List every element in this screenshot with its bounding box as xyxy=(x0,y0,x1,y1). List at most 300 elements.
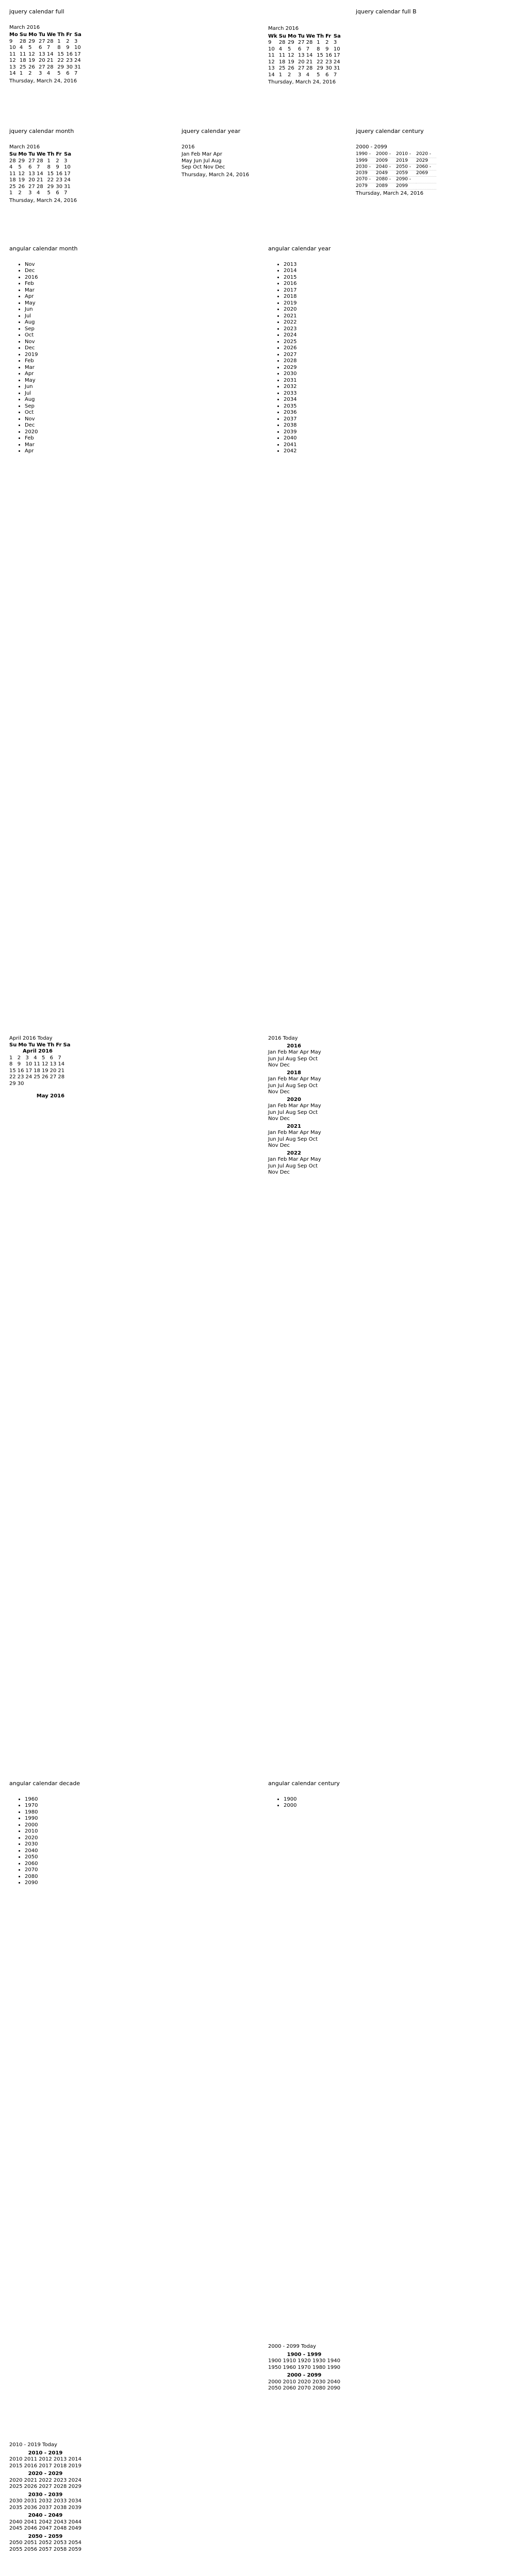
month-row[interactable]: Nov Dec xyxy=(268,1143,290,1148)
day-cell[interactable]: 17 xyxy=(25,1067,32,1074)
day-cell[interactable]: 9 xyxy=(325,46,329,52)
day-cell[interactable]: 11 xyxy=(268,53,275,58)
month-row[interactable]: Nov Dec xyxy=(268,1062,290,1068)
decade-cell[interactable]: 2070 - xyxy=(356,177,376,183)
day-cell[interactable]: 6 xyxy=(66,71,70,77)
day-cell[interactable]: 24 xyxy=(25,1074,32,1080)
day-cell[interactable]: 24 xyxy=(74,58,81,64)
decade-cell[interactable]: 2030 - xyxy=(356,164,376,170)
day-cell[interactable]: 3 xyxy=(64,158,68,164)
decade-list-item[interactable]: • 2000 xyxy=(25,1822,123,1829)
year-list-item[interactable]: • 2028 xyxy=(284,358,382,365)
decade-list-item[interactable]: • 2090 xyxy=(25,1880,123,1887)
year-list-title[interactable]: 2016 Today xyxy=(268,1036,298,1041)
day-cell[interactable]: 15 xyxy=(57,51,64,57)
year-list-item[interactable]: • 2035 xyxy=(284,403,382,410)
day-cell[interactable]: 19 xyxy=(288,59,294,65)
decade-list-item[interactable]: • 2030 xyxy=(25,1841,123,1848)
year-row[interactable]: 2025 2026 2027 2028 2029 xyxy=(9,2484,81,2489)
year-row[interactable]: 2045 2046 2047 2048 2049 xyxy=(9,2526,81,2531)
day-cell[interactable]: 2 xyxy=(17,1055,21,1061)
month-list-item[interactable]: • Aug xyxy=(25,397,123,403)
day-cell[interactable]: 3 xyxy=(298,72,302,78)
day-cell[interactable]: 4 xyxy=(19,45,23,51)
day-cell[interactable]: 22 xyxy=(47,177,54,183)
day-cell[interactable]: 25 xyxy=(278,65,286,71)
day-cell[interactable]: 5 xyxy=(288,46,291,52)
day-cell[interactable]: 22 xyxy=(57,58,64,64)
month-list-item[interactable]: • Apr xyxy=(25,371,123,378)
year-list-item[interactable]: • 2018 xyxy=(284,294,382,300)
day-cell[interactable]: 14 xyxy=(37,171,43,177)
day-cell[interactable]: 18 xyxy=(34,1067,40,1074)
month-list-item[interactable]: • Dec xyxy=(25,422,123,429)
calendar-year-value[interactable]: 2016 xyxy=(182,144,195,150)
day-cell[interactable]: 4 xyxy=(37,190,40,196)
month-list-item[interactable]: • Feb xyxy=(25,435,123,442)
month-list-item[interactable]: • Jul xyxy=(25,313,123,320)
month-row[interactable]: Jun Jul Aug Sep Oct xyxy=(268,1082,318,1089)
day-cell[interactable]: 22 xyxy=(317,59,323,65)
year-list-item[interactable]: • 2042 xyxy=(284,448,382,455)
day-cell[interactable]: 5 xyxy=(18,164,22,171)
day-cell[interactable]: 23 xyxy=(56,177,63,183)
day-cell[interactable]: 28 xyxy=(278,40,286,45)
decade-cell[interactable]: 2069 xyxy=(416,171,436,177)
day-cell[interactable]: 20 xyxy=(38,58,45,64)
decade-cell[interactable]: 2090 - xyxy=(396,177,416,183)
day-cell[interactable]: 27 xyxy=(298,65,305,71)
day-cell[interactable]: 16 xyxy=(56,171,63,177)
day-cell[interactable]: 2 xyxy=(18,190,22,196)
day-cell[interactable]: 29 xyxy=(9,1080,16,1087)
day-cell[interactable]: 10 xyxy=(25,1061,32,1067)
decade-list-item[interactable]: • 2050 xyxy=(25,1854,123,1861)
month-list-item[interactable]: • Aug xyxy=(25,319,123,326)
month-list-item[interactable]: • May xyxy=(25,378,123,384)
day-cell[interactable]: 20 xyxy=(28,177,35,183)
day-cell[interactable]: 3 xyxy=(25,1055,29,1061)
day-cell[interactable] xyxy=(34,1081,42,1088)
month-row[interactable]: Nov Dec xyxy=(268,1116,290,1122)
day-cell[interactable]: 22 xyxy=(9,1074,16,1080)
month-row[interactable]: Sep Oct Nov Dec xyxy=(182,164,225,171)
day-cell[interactable]: 26 xyxy=(28,64,35,70)
decade-cell[interactable]: 2019 xyxy=(396,158,416,164)
april-month-heading[interactable]: April 2016 xyxy=(23,1048,53,1054)
day-cell[interactable]: 27 xyxy=(50,1074,57,1080)
year-row[interactable]: 2010 2011 2012 2013 2014 xyxy=(9,2456,81,2462)
year-list-item[interactable]: • 2015 xyxy=(284,275,382,281)
decade-cell[interactable] xyxy=(416,183,436,189)
decade-heading[interactable]: 2030 - 2039 xyxy=(28,2492,63,2498)
decade-cell[interactable]: 2060 - xyxy=(416,164,436,170)
year-list-item[interactable]: • 2037 xyxy=(284,416,382,423)
decade-list-item[interactable]: • 2070 xyxy=(25,1867,123,1874)
year-list-item[interactable]: • 2027 xyxy=(284,352,382,359)
year-list-item[interactable]: • 2013 xyxy=(284,262,382,268)
day-cell[interactable]: 3 xyxy=(28,190,32,196)
day-cell[interactable]: 31 xyxy=(333,65,340,71)
day-cell[interactable]: 30 xyxy=(17,1080,24,1087)
day-cell[interactable]: 4 xyxy=(46,71,51,77)
day-cell[interactable]: 6 xyxy=(38,45,42,51)
calendar-full-month-value[interactable]: March 2016 xyxy=(9,24,40,30)
day-cell[interactable]: 13 xyxy=(28,171,35,177)
day-cell[interactable]: 10 xyxy=(64,164,71,171)
year-row[interactable]: 2030 2031 2032 2033 2034 xyxy=(9,2498,81,2504)
day-cell[interactable]: 29 xyxy=(317,65,323,71)
day-cell[interactable]: 10 xyxy=(268,46,275,52)
month-list-item[interactable]: • Nov xyxy=(25,262,123,268)
day-cell[interactable]: 27 xyxy=(38,64,45,70)
year-list-item[interactable]: • 2031 xyxy=(284,378,382,384)
day-cell[interactable]: 7 xyxy=(37,164,40,171)
month-list-item[interactable]: • Feb xyxy=(25,358,123,365)
day-cell[interactable]: 12 xyxy=(268,59,275,65)
day-cell[interactable]: 19 xyxy=(41,1067,48,1074)
year-row[interactable]: 2050 2060 2070 2080 2090 xyxy=(268,2385,340,2391)
day-cell[interactable]: 26 xyxy=(18,183,25,190)
day-cell[interactable]: 1 xyxy=(317,40,320,45)
day-cell[interactable]: 15 xyxy=(317,53,323,58)
day-cell[interactable]: 27 xyxy=(38,38,45,44)
day-cell[interactable]: 25 xyxy=(9,183,16,190)
year-list-item[interactable]: • 2038 xyxy=(284,422,382,429)
year-list-item[interactable]: • 2017 xyxy=(284,287,382,294)
month-row[interactable]: Nov Dec xyxy=(268,1170,290,1175)
day-cell[interactable]: 28 xyxy=(306,65,313,71)
month-list-item[interactable]: • Mar xyxy=(25,442,123,449)
decade-cell[interactable]: 2029 xyxy=(416,158,436,164)
day-cell[interactable]: 16 xyxy=(17,1067,24,1074)
day-cell[interactable]: 29 xyxy=(18,158,25,164)
day-cell[interactable]: 10 xyxy=(74,45,81,51)
day-cell[interactable]: 9 xyxy=(17,1061,21,1067)
day-cell[interactable]: 12 xyxy=(28,51,35,57)
decade-heading[interactable]: 2020 - 2029 xyxy=(28,2471,63,2477)
day-cell[interactable]: 5 xyxy=(41,1055,45,1061)
year-list-item[interactable]: • 2030 xyxy=(284,371,382,378)
day-cell[interactable]: 14 xyxy=(268,72,275,78)
day-cell[interactable]: 1 xyxy=(278,72,283,78)
year-list-item[interactable]: • 2014 xyxy=(284,268,382,275)
day-cell[interactable]: 10 xyxy=(9,45,16,51)
day-cell[interactable]: 27 xyxy=(28,158,35,164)
day-cell[interactable]: 16 xyxy=(66,51,73,57)
day-cell[interactable]: 7 xyxy=(333,72,337,78)
month-list-item[interactable]: • Apr xyxy=(25,448,123,455)
year-row[interactable]: 2015 2016 2017 2018 2019 xyxy=(9,2463,81,2469)
day-cell[interactable]: 2 xyxy=(288,72,291,78)
decade-cell[interactable]: 2020 - xyxy=(416,151,436,158)
day-cell[interactable]: 28 xyxy=(37,158,43,164)
month-row[interactable]: Jan Feb Mar Apr May xyxy=(268,1157,321,1162)
day-cell[interactable]: 20 xyxy=(298,59,305,65)
day-cell[interactable]: 2 xyxy=(66,38,70,44)
month-list-item[interactable]: • Sep xyxy=(25,326,123,333)
month-list-item[interactable]: • 2020 xyxy=(25,429,123,436)
day-cell[interactable]: 20 xyxy=(50,1067,57,1074)
year-list-item[interactable]: • 2019 xyxy=(284,300,382,307)
year-row[interactable]: 2000 2010 2020 2030 2040 xyxy=(268,2379,340,2385)
day-cell[interactable]: 21 xyxy=(46,58,54,64)
month-list-item[interactable]: • Oct xyxy=(25,332,123,339)
century-heading[interactable]: 1900 - 1999 xyxy=(287,2351,322,2358)
year-list-item[interactable]: • 2036 xyxy=(284,410,382,416)
day-cell[interactable]: 28 xyxy=(46,38,54,44)
day-cell[interactable]: 28 xyxy=(46,64,54,70)
decade-list-item[interactable]: • 2080 xyxy=(25,1874,123,1880)
month-list-item[interactable]: • Dec xyxy=(25,345,123,352)
day-cell[interactable]: 19 xyxy=(18,177,25,183)
day-cell[interactable]: 12 xyxy=(9,58,16,64)
decade-cell[interactable]: 2000 - xyxy=(376,151,396,158)
decade-cell[interactable]: 2079 xyxy=(356,183,376,189)
day-cell[interactable]: 24 xyxy=(64,177,71,183)
month-list-item[interactable]: • Sep xyxy=(25,403,123,410)
month-list-item[interactable]: • Jun xyxy=(25,307,123,313)
day-cell[interactable]: 1 xyxy=(9,190,13,196)
day-cell[interactable]: 29 xyxy=(288,40,294,45)
day-cell[interactable]: 8 xyxy=(57,45,61,51)
day-cell[interactable]: 18 xyxy=(19,58,26,64)
year-row[interactable]: 2055 2056 2057 2058 2059 xyxy=(9,2546,81,2552)
day-cell[interactable]: 3 xyxy=(38,71,42,77)
decade-cell[interactable]: 2089 xyxy=(376,183,396,189)
day-cell[interactable]: 7 xyxy=(58,1055,61,1061)
day-cell[interactable]: 29 xyxy=(47,183,54,190)
day-cell[interactable]: 29 xyxy=(28,38,35,44)
day-cell[interactable]: 30 xyxy=(325,65,332,71)
decade-cell[interactable]: 2009 xyxy=(376,158,396,164)
day-cell[interactable] xyxy=(58,1081,66,1088)
year-list-item[interactable]: • 2023 xyxy=(284,326,382,333)
day-cell[interactable]: 21 xyxy=(58,1067,65,1074)
calendar-month-today[interactable]: Thursday, March 24, 2016 xyxy=(9,197,77,204)
month-row[interactable]: Jun Jul Aug Sep Oct xyxy=(268,1136,318,1142)
year-list-item[interactable]: • 2024 xyxy=(284,332,382,339)
day-cell[interactable]: 7 xyxy=(306,46,310,52)
day-cell[interactable]: 27 xyxy=(298,40,305,45)
month-row[interactable]: Jan Feb Mar Apr May xyxy=(268,1103,321,1109)
day-cell[interactable]: 19 xyxy=(28,58,35,64)
year-list-item[interactable]: • 2039 xyxy=(284,429,382,436)
day-cell[interactable]: 5 xyxy=(47,190,51,196)
day-cell[interactable]: 11 xyxy=(278,53,286,58)
decade-heading[interactable]: 2010 - 2019 xyxy=(28,2450,63,2456)
decade-cell[interactable]: 2099 xyxy=(396,183,416,189)
year-heading[interactable]: 2018 xyxy=(287,1070,301,1076)
day-cell[interactable]: 14 xyxy=(306,53,313,58)
day-cell[interactable]: 13 xyxy=(50,1061,57,1067)
year-list-item[interactable]: • 2022 xyxy=(284,319,382,326)
month-list-item[interactable]: • Mar xyxy=(25,365,123,371)
day-cell[interactable]: 26 xyxy=(288,65,294,71)
day-cell[interactable]: 3 xyxy=(74,38,78,44)
day-cell[interactable]: 13 xyxy=(9,64,16,70)
day-cell[interactable]: 17 xyxy=(333,53,340,58)
day-cell[interactable]: 5 xyxy=(57,71,61,77)
day-cell[interactable]: 1 xyxy=(9,1055,13,1061)
day-cell[interactable]: 4 xyxy=(278,46,283,52)
century-list-item[interactable]: • 2000 xyxy=(284,1803,382,1809)
decade-list-item[interactable]: • 2020 xyxy=(25,1835,123,1842)
year-row[interactable]: 1900 1910 1920 1930 1940 xyxy=(268,2358,340,2364)
decade-heading[interactable]: 2050 - 2059 xyxy=(28,2533,63,2539)
day-cell[interactable]: 21 xyxy=(37,177,43,183)
day-cell[interactable]: 28 xyxy=(58,1074,65,1080)
month-row[interactable]: Jun Jul Aug Sep Oct xyxy=(268,1163,318,1169)
day-cell[interactable]: 31 xyxy=(74,64,81,70)
calendar-century-today[interactable]: Thursday, March 24, 2016 xyxy=(356,190,424,196)
decade-cell[interactable]: 2059 xyxy=(396,171,416,177)
year-list-item[interactable]: • 2032 xyxy=(284,384,382,391)
decade-cell[interactable]: 1999 xyxy=(356,158,376,164)
month-list-item[interactable]: • Oct xyxy=(25,410,123,416)
day-cell[interactable]: 23 xyxy=(17,1074,24,1080)
day-cell[interactable]: 13 xyxy=(298,53,305,58)
calendar-full-b-today[interactable]: Thursday, March 24, 2016 xyxy=(268,79,336,85)
day-cell[interactable]: 25 xyxy=(34,1074,40,1080)
year-list-item[interactable]: • 2020 xyxy=(284,307,382,313)
day-cell[interactable]: 2 xyxy=(56,158,59,164)
day-cell[interactable]: 11 xyxy=(9,51,16,57)
day-cell[interactable]: 28 xyxy=(19,38,26,44)
calendar-month-value[interactable]: March 2016 xyxy=(9,144,40,150)
year-row[interactable]: 2020 2021 2022 2023 2024 xyxy=(9,2477,81,2483)
day-cell[interactable]: 18 xyxy=(9,177,16,183)
day-cell[interactable]: 29 xyxy=(57,64,64,70)
decade-cell[interactable] xyxy=(416,177,436,183)
day-cell[interactable]: 8 xyxy=(47,164,51,171)
day-cell[interactable]: 31 xyxy=(64,183,71,190)
day-cell[interactable]: 30 xyxy=(56,183,63,190)
day-cell[interactable]: 28 xyxy=(306,40,313,45)
decade-list-title[interactable]: 2010 - 2019 Today xyxy=(9,2442,57,2448)
day-cell[interactable]: 6 xyxy=(56,190,59,196)
day-cell[interactable]: 1 xyxy=(57,38,61,44)
decade-cell[interactable]: 2080 - xyxy=(376,177,396,183)
month-list-item[interactable]: • Nov xyxy=(25,416,123,423)
decade-cell[interactable]: 2049 xyxy=(376,171,396,177)
day-cell[interactable]: 7 xyxy=(64,190,68,196)
day-cell[interactable]: 2 xyxy=(28,71,32,77)
day-cell[interactable]: 13 xyxy=(38,51,45,57)
day-cell[interactable]: 6 xyxy=(325,72,329,78)
day-cell[interactable]: 28 xyxy=(9,158,16,164)
decade-list-item[interactable]: • 2040 xyxy=(25,1848,123,1855)
year-row[interactable]: 2050 2051 2052 2053 2054 xyxy=(9,2540,81,2546)
day-cell[interactable]: 12 xyxy=(41,1061,48,1067)
day-cell[interactable]: 30 xyxy=(66,64,73,70)
decade-cell[interactable]: 2050 - xyxy=(396,164,416,170)
day-cell[interactable]: 9 xyxy=(268,40,272,45)
day-cell[interactable]: 17 xyxy=(74,51,81,57)
day-cell[interactable]: 6 xyxy=(298,46,302,52)
month-list-item[interactable]: • 2019 xyxy=(25,352,123,359)
day-cell[interactable] xyxy=(25,1081,34,1088)
day-cell[interactable]: 28 xyxy=(37,183,43,190)
calendar-full-b-month-value[interactable]: March 2016 xyxy=(268,26,299,31)
year-list-item[interactable]: • 2025 xyxy=(284,339,382,346)
day-cell[interactable]: 16 xyxy=(325,53,332,58)
decade-cell[interactable]: 2039 xyxy=(356,171,376,177)
day-cell[interactable]: 13 xyxy=(268,65,275,71)
decade-list-item[interactable]: • 1960 xyxy=(25,1797,123,1803)
day-cell[interactable]: 8 xyxy=(317,46,320,52)
day-cell[interactable] xyxy=(42,1081,50,1088)
day-cell[interactable]: 1 xyxy=(19,71,23,77)
century-list-title[interactable]: 2000 - 2099 Today xyxy=(268,2344,316,2349)
month-row[interactable]: Jun Jul Aug Sep Oct xyxy=(268,1056,318,1062)
decade-list-item[interactable]: • 1970 xyxy=(25,1803,123,1809)
year-list-item[interactable]: • 2021 xyxy=(284,313,382,320)
day-cell[interactable]: 3 xyxy=(333,40,337,45)
month-row[interactable]: Jan Feb Mar Apr xyxy=(182,151,222,158)
year-list-item[interactable]: • 2033 xyxy=(284,391,382,397)
day-cell[interactable]: 4 xyxy=(34,1055,37,1061)
decade-cell[interactable]: 2010 - xyxy=(396,151,416,158)
day-cell[interactable]: 11 xyxy=(9,171,16,177)
day-cell[interactable]: 9 xyxy=(56,164,59,171)
year-list-item[interactable]: • 2034 xyxy=(284,397,382,403)
month-list-item[interactable]: • Feb xyxy=(25,281,123,287)
year-heading[interactable]: 2020 xyxy=(287,1096,301,1103)
day-cell[interactable]: 5 xyxy=(28,45,32,51)
day-cell[interactable]: 18 xyxy=(278,59,286,65)
day-cell[interactable]: 11 xyxy=(34,1061,40,1067)
day-cell[interactable]: 11 xyxy=(19,51,26,57)
year-heading[interactable]: 2021 xyxy=(287,1123,301,1129)
day-cell[interactable]: 15 xyxy=(9,1067,16,1074)
month-list-item[interactable]: • Dec xyxy=(25,268,123,275)
day-cell[interactable]: 14 xyxy=(9,71,16,77)
decade-list-item[interactable]: • 1980 xyxy=(25,1809,123,1816)
month-row[interactable]: Jan Feb Mar Apr May xyxy=(268,1049,321,1055)
decade-list-item[interactable]: • 1990 xyxy=(25,1816,123,1822)
year-heading[interactable]: 2022 xyxy=(287,1150,301,1156)
day-cell[interactable]: 27 xyxy=(28,183,35,190)
year-list-item[interactable]: • 2040 xyxy=(284,435,382,442)
month-row[interactable]: Jan Feb Mar Apr May xyxy=(268,1076,321,1082)
century-list-item[interactable]: • 1900 xyxy=(284,1797,382,1803)
year-list-item[interactable]: • 2041 xyxy=(284,442,382,449)
decade-cell[interactable]: 1990 - xyxy=(356,151,376,158)
calendar-full-today[interactable]: Thursday, March 24, 2016 xyxy=(9,78,77,84)
day-cell[interactable]: 23 xyxy=(325,59,332,65)
decade-list-item[interactable]: • 2060 xyxy=(25,1861,123,1868)
day-cell[interactable]: 14 xyxy=(58,1061,65,1067)
day-cell[interactable]: 23 xyxy=(66,58,73,64)
month-list-item[interactable]: • Jul xyxy=(25,391,123,397)
month-row[interactable]: Jan Feb Mar Apr May xyxy=(268,1130,321,1136)
april-calendar-title[interactable]: April 2016 Today xyxy=(9,1036,53,1041)
day-cell[interactable] xyxy=(50,1081,58,1088)
day-cell[interactable]: 8 xyxy=(9,1061,13,1067)
decade-list-item[interactable]: • 2010 xyxy=(25,1828,123,1835)
year-row[interactable]: 1950 1960 1970 1980 1990 xyxy=(268,2364,340,2370)
day-cell[interactable]: 25 xyxy=(19,64,26,70)
century-heading[interactable]: 2000 - 2099 xyxy=(287,2372,322,2378)
year-heading[interactable]: 2016 xyxy=(287,1043,301,1049)
day-cell[interactable]: 4 xyxy=(9,164,13,171)
month-row[interactable]: May Jun Jul Aug xyxy=(182,158,222,164)
year-row[interactable]: 2040 2041 2042 2043 2044 xyxy=(9,2519,81,2525)
year-row[interactable]: 2035 2036 2037 2038 2039 xyxy=(9,2504,81,2511)
day-cell[interactable]: 2 xyxy=(325,40,329,45)
day-cell[interactable]: 6 xyxy=(28,164,32,171)
